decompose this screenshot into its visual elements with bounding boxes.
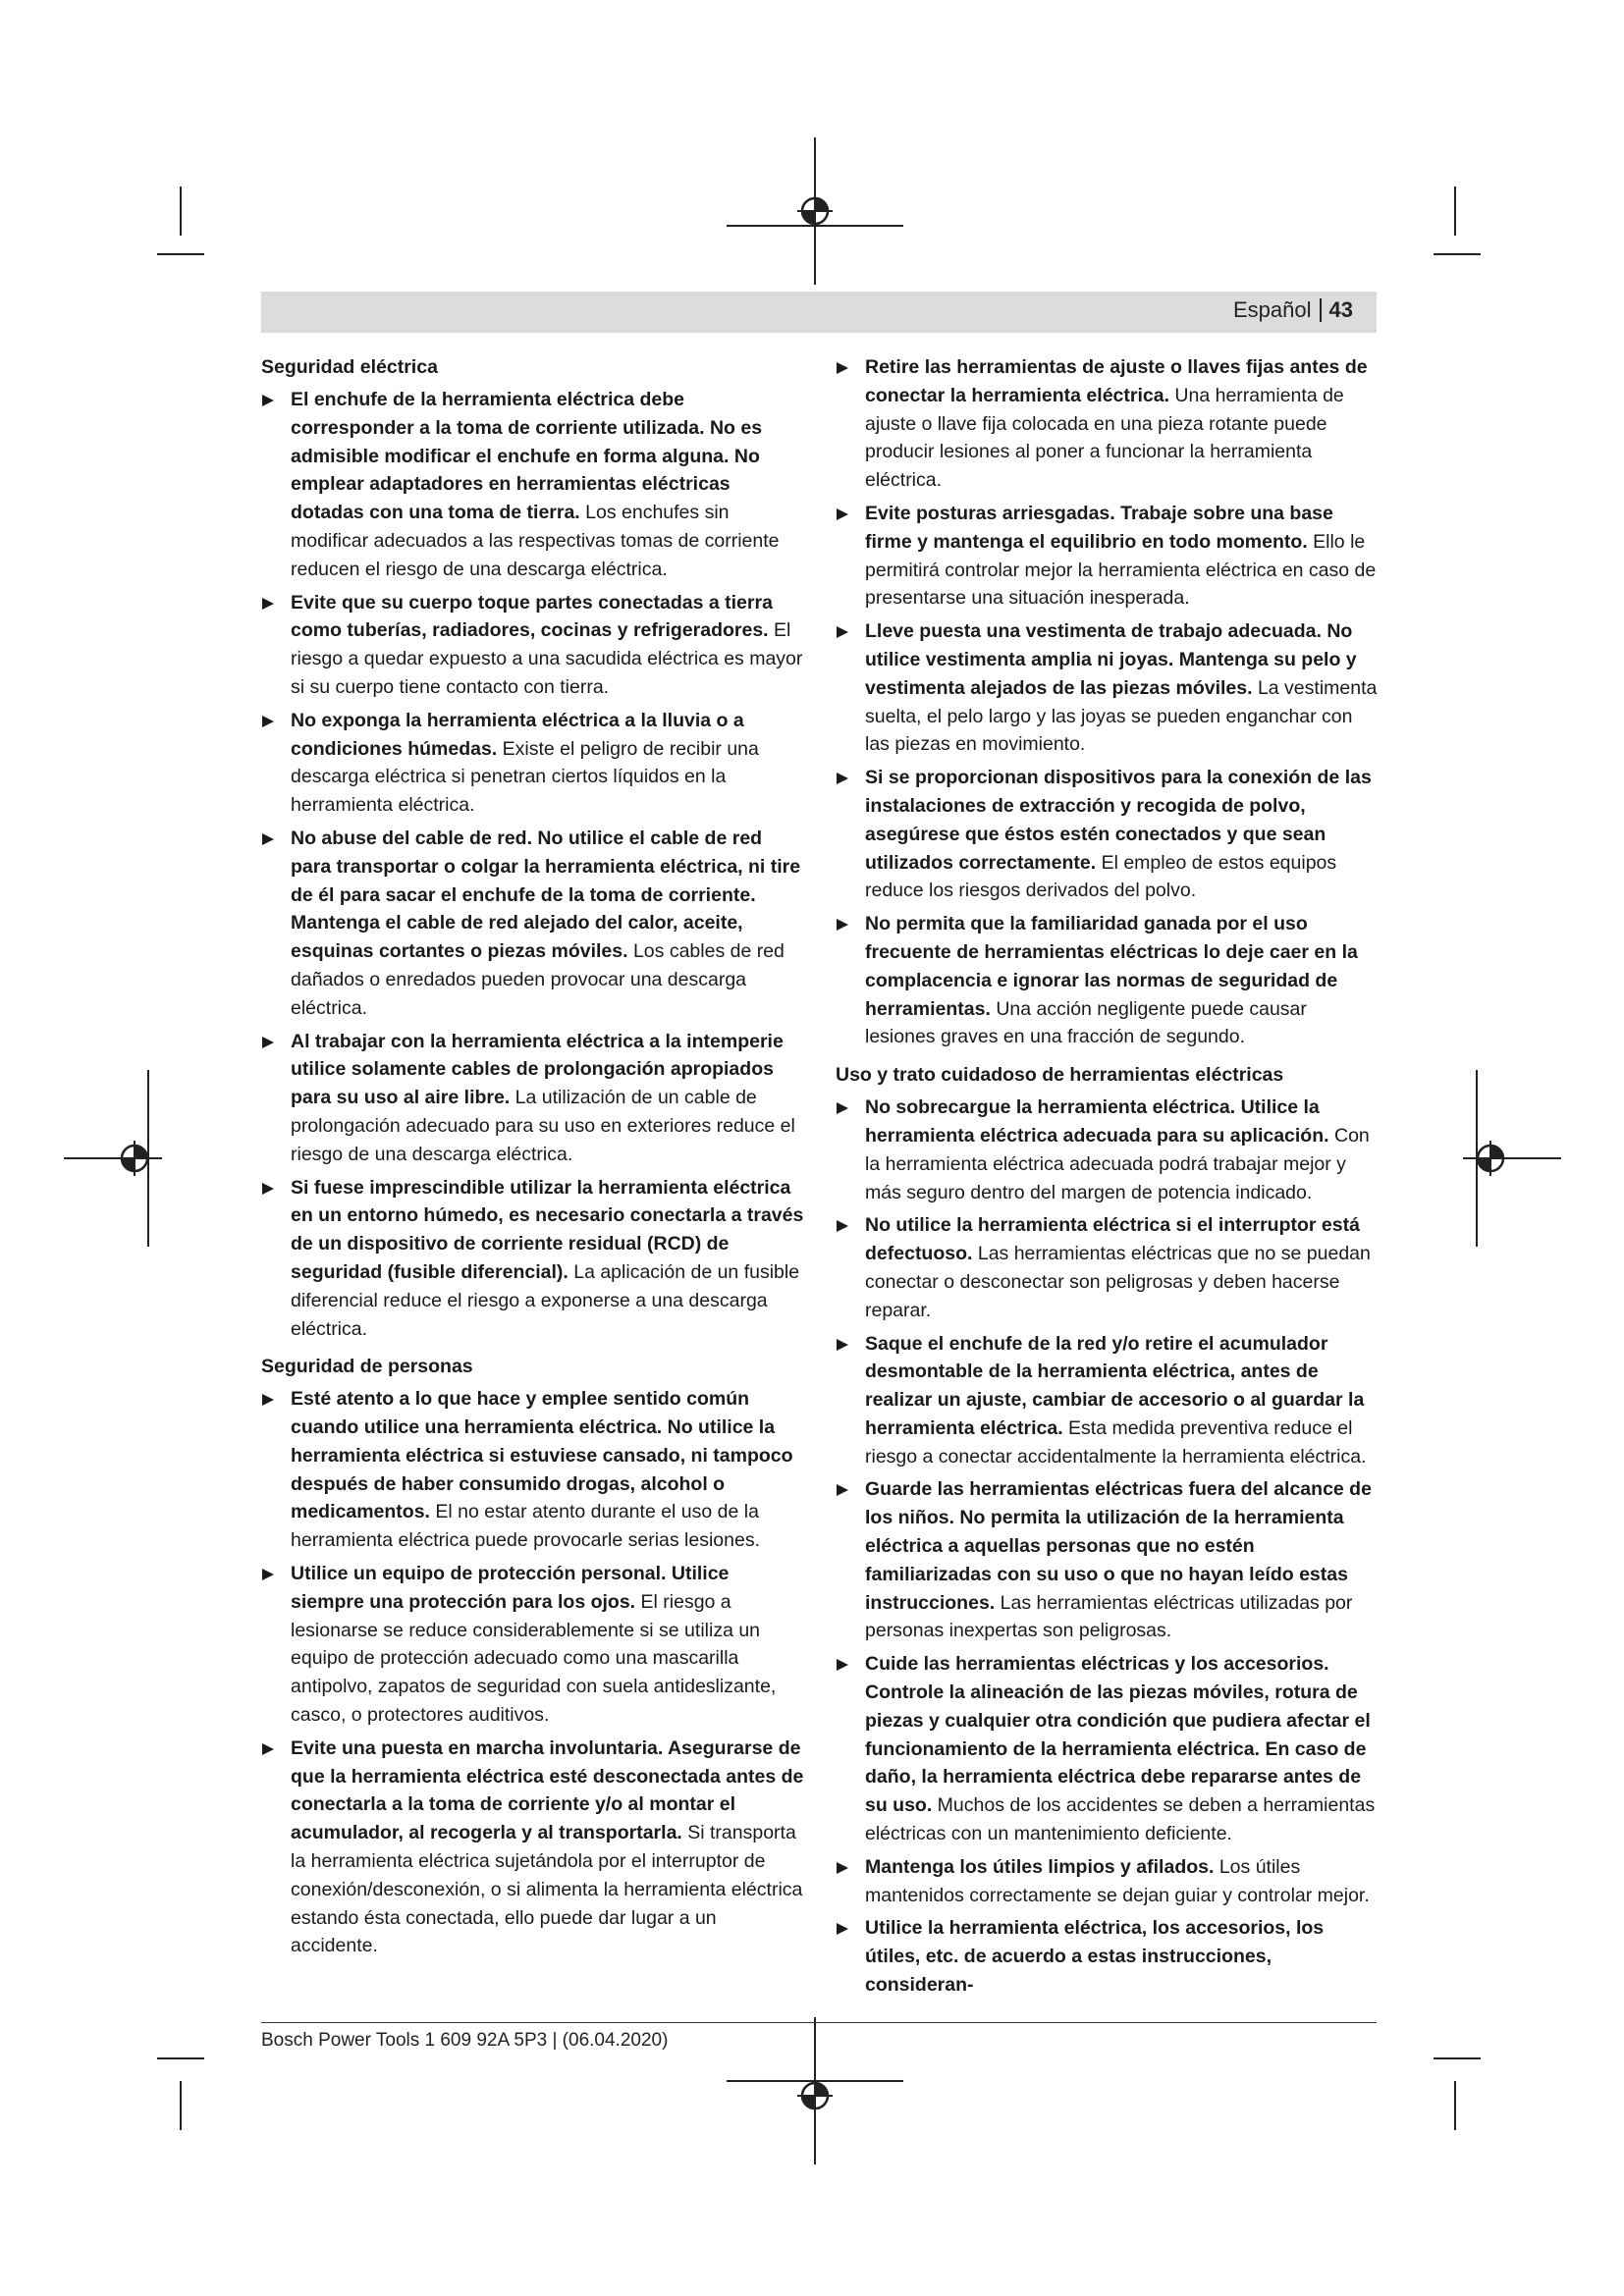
instruction-bold: Utilice la herramienta eléctrica, los accesorios, los útiles, etc. de acuerdo a estas instrucciones, consideran- bbox=[865, 1917, 1325, 1997]
list-item bbox=[836, 764, 1380, 905]
instruction-text: Los útiles mantenidos correctamente se dejan guiar y controlar mejor. bbox=[865, 1855, 1370, 1906]
instruction-text: Con la herramienta eléctrica adecuada podrá trabajar mejor y más seguro dentro del margen de potencia indicado. bbox=[865, 1124, 1370, 1203]
bullet-triangle-icon bbox=[262, 1037, 274, 1048]
list-item bbox=[836, 1914, 1380, 1999]
section-heading: Seguridad de personas bbox=[261, 1356, 473, 1378]
left-column bbox=[261, 353, 806, 1965]
list-item bbox=[836, 1475, 1380, 1645]
instruction-text: Ello le permitirá controlar mejor la herramienta eléctrica en caso de presentarse una situación inesperada. bbox=[865, 530, 1377, 610]
bullet-triangle-icon bbox=[837, 1220, 848, 1232]
list-item bbox=[836, 1853, 1380, 1910]
instruction-text: Una herramienta de ajuste o llave fija colocada en una pieza rotante puede producir lesiones al poner a funcionar la herramienta eléctrica. bbox=[865, 384, 1344, 492]
list-item bbox=[261, 1560, 806, 1730]
bullet-triangle-icon bbox=[837, 1102, 848, 1114]
instruction-text: La vestimenta suelta, el pelo largo y las joyas se pueden enganchar con las piezas en movimiento. bbox=[865, 676, 1378, 756]
page-label bbox=[1233, 297, 1353, 323]
list-item bbox=[836, 1211, 1380, 1324]
list-item bbox=[261, 589, 806, 702]
bullet-triangle-icon bbox=[262, 1394, 274, 1406]
section-heading: Seguridad eléctrica bbox=[261, 356, 438, 378]
crop-mark bbox=[180, 187, 182, 236]
bullet-triangle-icon bbox=[837, 508, 848, 520]
instruction-bold: Mantenga los útiles limpios y afilados. bbox=[865, 1855, 1215, 1878]
instruction-text: Los enchufes sin modificar adecuados a las respectivas tomas de corriente reducen el riesgo de una descarga eléctrica. bbox=[291, 502, 780, 580]
instruction-bold: Esté atento a lo que hace y emplee sentido común cuando utilice una herramienta eléctrica. No utilice la herramienta eléctrica si estuviese cansado, ni tampoco después de haber consumido drogas, alcohol o medicamentos. bbox=[291, 1388, 793, 1523]
bullet-triangle-icon bbox=[837, 1339, 848, 1351]
instruction-bold: Retire las herramientas de ajuste o llaves fijas antes de conectar la herramienta eléctrica. bbox=[865, 356, 1368, 406]
instruction-text: La utilización de un cable de prolongación adecuado para su uso en exteriores reduce el riesgo de una descarga eléctrica. bbox=[291, 1087, 795, 1165]
instruction-text: El no estar atento durante el uso de la herramienta eléctrica puede provocarle serias lesiones. bbox=[291, 1501, 760, 1552]
bullet-triangle-icon bbox=[262, 395, 274, 406]
list-item bbox=[261, 1174, 806, 1344]
page-number: 43 bbox=[1328, 297, 1353, 322]
list-item bbox=[836, 910, 1380, 1051]
bullet-triangle-icon bbox=[262, 1743, 274, 1755]
section-heading: Uso y trato cuidadoso de herramientas eléctricas bbox=[836, 1064, 1284, 1087]
instruction-bold: El enchufe de la herramienta eléctrica debe corresponder a la toma de corriente utilizada. No es admisible modificar el enchufe en forma alguna. No emplear adaptadores en herramientas eléctricas dotadas con una toma de tierra. bbox=[291, 389, 763, 524]
instruction-bold: Cuide las herramientas eléctricas y los accesorios. Controle la alineación de las piezas móviles, rotura de piezas y cualquier otra condición que pudiera afectar el funcionamiento de la herramienta eléctrica. En caso de daño, la herramienta eléctrica debe repararse antes de su uso. bbox=[865, 1653, 1371, 1817]
instruction-bold: Guarde las herramientas eléctricas fuera del alcance de los niños. No permita la utilización de la herramienta eléctrica a aquellas personas que no estén familiarizadas con su uso o que no hayan leído estas instrucciones. bbox=[865, 1478, 1372, 1614]
right-column bbox=[836, 353, 1380, 2004]
instruction-bold: No exponga la herramienta eléctrica a la lluvia o a condiciones húmedas. bbox=[291, 709, 744, 760]
bullet-triangle-icon bbox=[837, 362, 848, 374]
instruction-bold: Evite que su cuerpo toque partes conectadas a tierra como tuberías, radiadores, cocinas y refrigeradores. bbox=[291, 591, 773, 642]
bullet-triangle-icon bbox=[837, 1484, 848, 1496]
list-item bbox=[836, 1650, 1380, 1848]
instruction-text: Existe el peligro de recibir una descarga eléctrica si penetran ciertos líquidos en la herramienta eléctrica. bbox=[291, 737, 759, 817]
instruction-bold: Al trabajar con la herramienta eléctrica a la intemperie utilice solamente cables de prolongación apropiados para su uso al aire libre. bbox=[291, 1030, 784, 1109]
list-item bbox=[836, 500, 1380, 613]
instruction-bold: Saque el enchufe de la red y/o retire el acumulador desmontable de la herramienta eléctrica, antes de realizar un ajuste, cambiar de accesorio o al guardar la herramienta eléctrica. bbox=[865, 1332, 1365, 1439]
bullet-triangle-icon bbox=[262, 716, 274, 727]
list-item bbox=[261, 707, 806, 820]
bullet-triangle-icon bbox=[262, 833, 274, 845]
bullet-triangle-icon bbox=[837, 1862, 848, 1874]
instruction-bold: No permita que la familiaridad ganada por el uso frecuente de herramientas eléctricas lo deje caer en la complacencia e ignorar las normas de seguridad de herramientas. bbox=[865, 913, 1358, 1020]
instruction-bold: Si se proporcionan dispositivos para la conexión de las instalaciones de extracción y recogida de polvo, asegúrese que éstos estén conectados y que sean utilizados correctamente. bbox=[865, 767, 1372, 874]
instruction-bold: Utilice un equipo de protección personal. Utilice siempre una protección para los ojos. bbox=[291, 1563, 730, 1613]
crop-mark bbox=[1434, 2057, 1481, 2059]
instruction-bold: Lleve puesta una vestimenta de trabajo adecuada. No utilice vestimenta amplia ni joyas. Mantenga su pelo y vestimenta alejados de las piezas móviles. bbox=[865, 620, 1357, 699]
bullet-triangle-icon bbox=[262, 1569, 274, 1580]
bullet-triangle-icon bbox=[837, 1659, 848, 1671]
bullet-triangle-icon bbox=[837, 773, 848, 784]
instruction-bold: Evite posturas arriesgadas. Trabaje sobre una base firme y mantenga el equilibrio en todo momento. bbox=[865, 502, 1333, 553]
list-item bbox=[261, 1385, 806, 1555]
instruction-text: Los cables de red dañados o enredados pueden provocar una descarga eléctrica. bbox=[291, 940, 785, 1019]
bullet-triangle-icon bbox=[837, 1923, 848, 1935]
header-separator bbox=[1320, 298, 1322, 322]
instruction-text: Las herramientas eléctricas que no se puedan conectar o desconectar son peligrosas y deben hacerse reparar. bbox=[865, 1243, 1371, 1321]
crop-mark bbox=[1434, 253, 1481, 255]
crop-mark bbox=[157, 253, 204, 255]
list-item bbox=[261, 1028, 806, 1169]
instruction-text: El riesgo a lesionarse se reduce considerablemente si se utiliza un equipo de protección adecuado como una mascarilla antipolvo, zapatos de seguridad con suela antideslizante, casco, o protectores auditivos. bbox=[291, 1590, 777, 1727]
list-item bbox=[836, 353, 1380, 495]
crop-mark bbox=[1454, 187, 1456, 236]
instruction-bold: No utilice la herramienta eléctrica si el interruptor está defectuoso. bbox=[865, 1214, 1360, 1265]
instruction-text: Las herramientas eléctricas utilizadas por personas inexpertas son peligrosas. bbox=[865, 1591, 1353, 1642]
instruction-text: Si transporta la herramienta eléctrica sujetándola por el interruptor de conexión/desconexión, o si alimenta la herramienta eléctrica estando ésta conectada, ello puede dar lugar a un accidente. bbox=[291, 1822, 803, 1957]
crop-mark bbox=[1454, 2081, 1456, 2130]
footer-rule bbox=[261, 2022, 1377, 2023]
instruction-bold: No abuse del cable de red. No utilice el cable de red para transportar o colgar la herramienta eléctrica, ni tire de él para sacar el enchufe de la toma de corriente. Mantenga el cable de red alejado del calor, aceite, esquinas cortantes o piezas móviles. bbox=[291, 827, 801, 963]
registration-mark-icon bbox=[1463, 1070, 1561, 1247]
bullet-triangle-icon bbox=[262, 598, 274, 610]
page-header bbox=[261, 292, 1377, 333]
bullet-triangle-icon bbox=[837, 626, 848, 638]
registration-mark-icon bbox=[64, 1070, 162, 1247]
instruction-text: Esta medida preventiva reduce el riesgo a conectar accidentalmente la herramienta eléctrica. bbox=[865, 1416, 1367, 1468]
list-item bbox=[261, 825, 806, 1023]
registration-mark-icon bbox=[727, 2017, 903, 2164]
registration-mark-icon bbox=[727, 137, 903, 285]
list-item bbox=[261, 386, 806, 584]
footer-text: Bosch Power Tools 1 609 92A 5P3 | (06.04.2020) bbox=[261, 2030, 669, 2051]
instruction-text: Una acción negligente puede causar lesiones graves en una fracción de segundo. bbox=[865, 997, 1307, 1048]
instruction-bold: No sobrecargue la herramienta eléctrica. Utilice la herramienta eléctrica adecuada para su aplicación. bbox=[865, 1096, 1329, 1147]
instruction-bold: Si fuese imprescindible utilizar la herramienta eléctrica en un entorno húmedo, es necesario conectarla a través de un dispositivo de corriente residual (RCD) de seguridad (fusible diferencial). bbox=[291, 1176, 804, 1283]
instruction-text: La aplicación de un fusible diferencial reduce el riesgo a exponerse a una descarga eléctrica. bbox=[291, 1260, 800, 1340]
list-item bbox=[836, 1330, 1380, 1471]
instruction-text: El empleo de estos equipos reduce los riesgos derivados del polvo. bbox=[865, 851, 1337, 902]
bullet-triangle-icon bbox=[262, 1183, 274, 1195]
crop-mark bbox=[180, 2081, 182, 2130]
bullet-triangle-icon bbox=[837, 919, 848, 931]
list-item bbox=[261, 1735, 806, 1960]
list-item bbox=[836, 617, 1380, 759]
instruction-bold: Evite una puesta en marcha involuntaria. Asegurarse de que la herramienta eléctrica esté desconectada antes de conectarla a la toma de corriente y/o al montar el acumulador, al recogerla y al transportarla. bbox=[291, 1736, 804, 1844]
section-title: Español bbox=[1233, 297, 1312, 322]
instruction-text: Muchos de los accidentes se deben a herramientas eléctricas con un mantenimiento deficiente. bbox=[865, 1794, 1376, 1845]
crop-mark bbox=[157, 2057, 204, 2059]
list-item bbox=[836, 1094, 1380, 1206]
instruction-text: El riesgo a quedar expuesto a una sacudida eléctrica es mayor si su cuerpo tiene contacto con tierra. bbox=[291, 619, 803, 698]
